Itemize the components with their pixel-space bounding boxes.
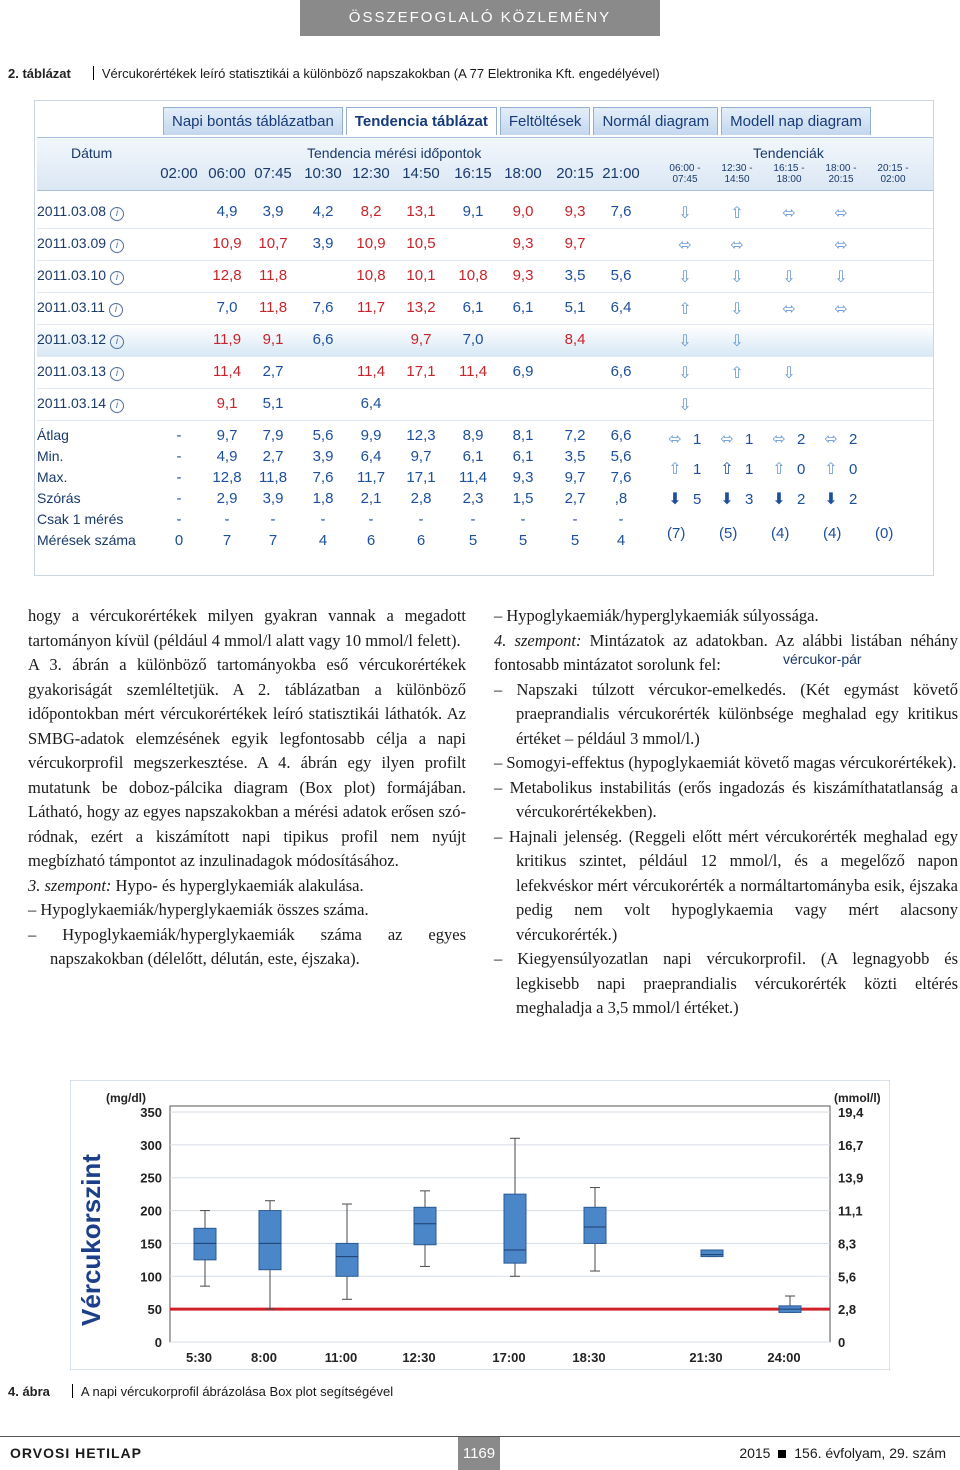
- page-number: 1169: [458, 1437, 500, 1470]
- arrow-down-icon: ⇩: [678, 205, 692, 222]
- arrow-both-icon: ⬄: [730, 237, 744, 254]
- stat-value: 2,7: [262, 448, 284, 465]
- glucose-value: 9,1: [462, 203, 484, 220]
- stat-value: 9,7: [410, 448, 432, 465]
- stat-value: 7: [222, 532, 232, 549]
- x-tick-label: 24:00: [767, 1350, 801, 1365]
- glucose-value: 9,1: [216, 395, 238, 412]
- trend-col-header: 12:30 - 14:50: [721, 163, 753, 185]
- glucose-value: 9,7: [410, 331, 432, 348]
- tab-2[interactable]: Tendencia táblázat: [346, 107, 497, 135]
- tab-4[interactable]: Normál diagram: [593, 107, 718, 135]
- stat-label: Szórás: [37, 490, 81, 506]
- y-tick-right: 8,3: [838, 1236, 857, 1252]
- arrow-down-icon: ⇩: [730, 269, 744, 286]
- arrow-up-icon: ⇧: [668, 461, 682, 478]
- glucose-value: 9,1: [262, 331, 284, 348]
- time-header: 07:45: [254, 165, 292, 182]
- stat-value: 11,4: [458, 469, 488, 486]
- stat-value: -: [176, 511, 182, 528]
- row-date: [37, 203, 124, 221]
- time-header: 21:00: [602, 165, 640, 182]
- glucose-value: 6,1: [512, 299, 534, 316]
- arrow-up-icon: ⇧: [730, 205, 744, 222]
- trend-col-header: 20:15 - 02:00: [877, 163, 909, 185]
- box: [194, 1228, 216, 1260]
- trend-count-total: (4): [771, 525, 790, 542]
- table-caption-label: 2. táblázat: [8, 66, 71, 81]
- left-paragraph: 3. szempont: Hypo- és hyperglykaemiák alakulása.: [28, 875, 364, 895]
- box: [504, 1194, 526, 1263]
- right-paragraph: – Somogyi-effektus (hypoglykaemiát követő magas vércukorértékek).: [494, 753, 957, 772]
- y-tick-left: 50: [147, 1302, 162, 1318]
- stat-label: Max.: [37, 469, 68, 485]
- date-header: Dátum: [71, 145, 113, 161]
- stat-value: 9,7: [216, 427, 238, 444]
- x-tick-label: 11:00: [324, 1350, 358, 1365]
- glucose-value: 6,1: [462, 299, 484, 316]
- tab-3[interactable]: Feltöltések: [500, 107, 591, 135]
- issue-info: [739, 1445, 946, 1461]
- stat-value: 6: [366, 532, 376, 549]
- x-tick-label: 5:30: [185, 1350, 213, 1365]
- glucose-value: 3,9: [312, 235, 334, 252]
- right-paragraph: – Kiegyensúlyozatlan napi vércukorprofil. (A legnagyobb és legkisebb napi praeprandialis vércukorérték közti eltérés meghaladja a 3,5 mmol/l értéket.): [494, 949, 958, 1017]
- arrow-both-icon: ⬄: [668, 431, 682, 448]
- box: [584, 1207, 606, 1243]
- box: [259, 1211, 281, 1270]
- stat-value: 4: [318, 532, 328, 549]
- glucose-value: 5,6: [610, 267, 632, 284]
- trend-count-down: 2: [797, 491, 806, 508]
- stat-value: 0: [174, 532, 184, 549]
- glucose-value: 9,7: [564, 235, 586, 252]
- y-tick-left: 300: [140, 1137, 162, 1153]
- trend-count-total: (7): [667, 525, 686, 542]
- y-tick-right: 13,9: [838, 1170, 864, 1186]
- glucose-value: 6,6: [610, 363, 632, 380]
- stat-value: 3,9: [262, 490, 284, 507]
- pair-label: vércukor-pár: [783, 651, 862, 667]
- glucose-value: 17,1: [406, 363, 436, 380]
- row-date: [37, 363, 124, 381]
- stat-value: 6,1: [462, 448, 484, 465]
- date-text: 2011.03.14: [37, 395, 107, 411]
- arrow-down-icon: ⇩: [730, 333, 744, 350]
- stat-value: 9,3: [512, 469, 534, 486]
- y-tick-left: 0: [154, 1335, 162, 1350]
- glucose-value: 11,8: [258, 299, 288, 316]
- date-text: 2011.03.12: [37, 331, 107, 347]
- right-paragraph: 4. szempont: Mintázatok az adatokban. Az alábbi listában néhány fontosabb mintázatot sorolunk fel:: [494, 630, 958, 674]
- time-header: 16:15: [454, 165, 492, 182]
- arrow-up-icon: ⇧: [730, 365, 744, 382]
- time-header: 14:50: [402, 165, 440, 182]
- trend-count-stable: 2: [797, 431, 806, 448]
- row-date: [37, 331, 124, 349]
- row-date: [37, 395, 124, 413]
- glucose-value: 7,0: [216, 299, 238, 316]
- stat-value: 12,3: [406, 427, 436, 444]
- box: [701, 1250, 723, 1257]
- table-row: [37, 293, 933, 325]
- arrow-down-icon: ⬇: [720, 491, 734, 508]
- row-date: [37, 235, 124, 253]
- y-tick-left: 350: [140, 1105, 162, 1120]
- arrow-down-icon: ⇩: [678, 397, 692, 414]
- date-text: 2011.03.09: [37, 235, 107, 251]
- glucose-value: 10,8: [356, 267, 386, 284]
- glucose-value: 8,4: [564, 331, 586, 348]
- date-text: 2011.03.13: [37, 363, 107, 379]
- glucose-value: 10,1: [406, 267, 436, 284]
- measure-header: Tendencia mérési időpontok: [307, 145, 482, 161]
- y-unit-left: (mg/dl): [106, 1091, 146, 1105]
- glucose-value: 13,1: [406, 203, 436, 220]
- glucose-value: 10,7: [258, 235, 288, 252]
- info-icon[interactable]: i: [110, 207, 124, 221]
- stat-value: 2,7: [564, 490, 586, 507]
- stat-value: 1,8: [312, 490, 334, 507]
- info-icon[interactable]: i: [109, 303, 123, 317]
- date-text: 2011.03.11: [37, 299, 105, 315]
- stat-value: 11,7: [356, 469, 386, 486]
- arrow-up-icon: ⇧: [678, 301, 692, 318]
- arrow-both-icon: ⬄: [834, 205, 848, 222]
- stat-value: 9,9: [360, 427, 382, 444]
- row-date: [37, 267, 124, 285]
- stat-value: 4: [616, 532, 626, 549]
- glucose-value: 10,8: [458, 267, 488, 284]
- trend-count-up: 1: [693, 461, 702, 478]
- stat-value: 5,6: [312, 427, 334, 444]
- arrow-down-icon: ⬇: [824, 491, 838, 508]
- glucose-value: 10,9: [356, 235, 386, 252]
- trend-count-up: 0: [797, 461, 806, 478]
- arrow-up-icon: ⇧: [824, 461, 838, 478]
- arrow-both-icon: ⬄: [772, 431, 786, 448]
- glucose-value: 11,7: [356, 299, 386, 316]
- trend-count-stable: 1: [745, 431, 754, 448]
- stat-value: 9,7: [564, 469, 586, 486]
- y-tick-right: 0: [838, 1335, 846, 1350]
- stat-value: -: [418, 511, 424, 528]
- glucose-value: 5,1: [262, 395, 284, 412]
- info-icon[interactable]: i: [110, 335, 124, 349]
- glucose-value: 13,2: [406, 299, 436, 316]
- stat-value: 2,8: [410, 490, 432, 507]
- table-row: [37, 325, 933, 357]
- arrow-both-icon: ⬄: [834, 237, 848, 254]
- arrow-down-icon: ⇩: [834, 269, 848, 286]
- stat-value: -: [176, 448, 182, 465]
- right-paragraph: – Metabolikus instabilitás (erős ingadozás és kiszámíthatatlanság a vércukorértékekben).: [494, 777, 958, 821]
- issue-year: 2015: [739, 1445, 771, 1461]
- time-header: 20:15: [556, 165, 594, 182]
- glucose-value: 6,4: [360, 395, 382, 412]
- stat-value: 3,9: [312, 448, 334, 465]
- glucose-value: 5,1: [564, 299, 586, 316]
- y-unit-right: (mmol/l): [834, 1091, 881, 1105]
- glucose-value: 6,9: [512, 363, 534, 380]
- x-tick-label: 17:00: [492, 1350, 526, 1365]
- stat-value: 12,8: [212, 469, 242, 486]
- table-row: [37, 261, 933, 293]
- box: [414, 1207, 436, 1244]
- arrow-both-icon: ⬄: [782, 205, 796, 222]
- stat-value: 7,6: [312, 469, 334, 486]
- stat-value: -: [176, 490, 182, 507]
- y-tick-left: 150: [140, 1236, 162, 1252]
- arrow-down-icon: ⬇: [772, 491, 786, 508]
- section-title: ÖSSZEFOGLALÓ KÖZLEMÉNY: [348, 9, 612, 26]
- x-tick-label: 12:30: [402, 1350, 436, 1365]
- stat-label: Mérések száma: [37, 532, 136, 548]
- trend-count-stable: 1: [693, 431, 702, 448]
- issue-volume: 156. évfolyam, 29. szám: [794, 1445, 946, 1461]
- glucose-value: 10,9: [212, 235, 242, 252]
- arrow-both-icon: ⬄: [720, 431, 734, 448]
- stat-value: 6,6: [610, 427, 632, 444]
- stat-value: -: [320, 511, 326, 528]
- time-header: 02:00: [160, 165, 198, 182]
- page-footer: [0, 1436, 960, 1470]
- arrow-both-icon: ⬄: [824, 431, 838, 448]
- stat-value: -: [224, 511, 230, 528]
- section-header: [300, 0, 660, 36]
- arrow-down-icon: ⇩: [782, 269, 796, 286]
- stat-value: -: [470, 511, 476, 528]
- date-text: 2011.03.10: [37, 267, 107, 283]
- glucose-value: 9,3: [512, 235, 534, 252]
- stat-value: -: [520, 511, 526, 528]
- stat-value: 7: [268, 532, 278, 549]
- boxplot-figure: [70, 1080, 890, 1370]
- table-row: [37, 357, 933, 389]
- box: [336, 1243, 358, 1276]
- glucose-value: 7,0: [462, 331, 484, 348]
- trend-col-header: 18:00 - 20:15: [825, 163, 857, 185]
- glucose-value: 4,9: [216, 203, 238, 220]
- emphasis: 3. szempont:: [28, 875, 112, 895]
- trend-header: Tendenciák: [753, 145, 824, 161]
- trend-col-header: 16:15 - 18:00: [773, 163, 805, 185]
- stat-value: 7,6: [610, 469, 632, 486]
- stat-value: -: [572, 511, 578, 528]
- left-paragraph: – Hypoglykaemiák/hyperglykaemiák összes száma.: [28, 900, 369, 919]
- stat-value: ,8: [614, 490, 628, 507]
- figure-caption-label: 4. ábra: [8, 1384, 50, 1399]
- stat-value: 4,9: [216, 448, 238, 465]
- trend-count-total: (5): [719, 525, 738, 542]
- trend-count-stable: 2: [849, 431, 858, 448]
- glucose-value: 2,7: [262, 363, 284, 380]
- stat-value: 3,5: [564, 448, 586, 465]
- time-header: 06:00: [208, 165, 246, 182]
- stat-label: Csak 1 mérés: [37, 511, 124, 527]
- info-icon[interactable]: i: [110, 239, 124, 253]
- glucose-value: 11,8: [258, 267, 288, 284]
- stat-label: Átlag: [37, 427, 69, 443]
- glucose-value: 6,4: [610, 299, 632, 316]
- x-tick-label: 8:00: [250, 1350, 278, 1365]
- arrow-down-icon: ⇩: [782, 365, 796, 382]
- y-tick-right: 2,8: [838, 1302, 857, 1318]
- trend-count-total: (0): [875, 525, 894, 542]
- stat-value: 2,3: [462, 490, 484, 507]
- arrow-up-icon: ⇧: [772, 461, 786, 478]
- glucose-value: 6,6: [312, 331, 334, 348]
- arrow-down-icon: ⇩: [730, 301, 744, 318]
- y-tick-left: 250: [140, 1170, 162, 1186]
- stat-value: 2,9: [216, 490, 238, 507]
- stat-value: 7,2: [564, 427, 586, 444]
- y-tick-right: 5,6: [838, 1269, 857, 1285]
- stat-value: 6,4: [360, 448, 382, 465]
- time-header: 10:30: [304, 165, 342, 182]
- glucose-value: 10,5: [406, 235, 436, 252]
- stat-value: 2,1: [360, 490, 382, 507]
- table-row: [37, 389, 933, 421]
- date-text: 2011.03.08: [37, 203, 107, 219]
- right-paragraph: – Napszaki túlzott vércukor-emelkedés. (Két egymást követő praeprandialis vércukorérték különbsége meghalad egy kritikus értéket – például 3 mmol/l.): [494, 679, 958, 748]
- trend-count-down: 3: [745, 491, 754, 508]
- stat-value: -: [176, 469, 182, 486]
- trend-count-down: 2: [849, 491, 858, 508]
- time-header: 18:00: [504, 165, 542, 182]
- stat-value: 6,1: [512, 448, 534, 465]
- left-paragraph: – Hypoglykaemiák/hyperglykaemiák száma az egyes napszakokban (délelőtt, délután, este, éjszaka).: [28, 924, 466, 968]
- stat-value: 7,9: [262, 427, 284, 444]
- glucose-value: 7,6: [312, 299, 334, 316]
- trend-count-up: 0: [849, 461, 858, 478]
- arrow-both-icon: ⬄: [782, 301, 796, 318]
- y-tick-right: 19,4: [838, 1105, 864, 1120]
- info-icon[interactable]: i: [110, 399, 124, 413]
- trend-col-header: 06:00 - 07:45: [669, 163, 701, 185]
- figure-caption: [8, 1384, 393, 1399]
- arrow-both-icon: ⬄: [678, 237, 692, 254]
- glucose-value: 3,9: [262, 203, 284, 220]
- arrow-down-icon: ⬇: [668, 491, 682, 508]
- stat-value: 8,9: [462, 427, 484, 444]
- glucose-value: 11,9: [212, 331, 242, 348]
- arrow-both-icon: ⬄: [834, 301, 848, 318]
- stat-value: 17,1: [406, 469, 436, 486]
- stat-value: 5,6: [610, 448, 632, 465]
- x-tick-label: 18:30: [572, 1350, 606, 1365]
- y-axis-label: Vércukorszint: [76, 1154, 106, 1326]
- arrow-down-icon: ⇩: [678, 333, 692, 350]
- glucose-value: 7,6: [610, 203, 632, 220]
- stat-value: -: [368, 511, 374, 528]
- tab-5[interactable]: Modell nap diagram: [721, 107, 871, 135]
- y-tick-right: 11,1: [838, 1203, 863, 1219]
- info-icon[interactable]: i: [110, 271, 124, 285]
- figure-caption-text: A napi vércukorprofil ábrázolása Box plot segítségével: [80, 1384, 394, 1399]
- stat-value: -: [270, 511, 276, 528]
- trend-count-up: 1: [745, 461, 754, 478]
- table-row: [37, 229, 933, 261]
- stat-value: 8,1: [512, 427, 534, 444]
- trend-count-total: (4): [823, 525, 842, 542]
- info-icon[interactable]: i: [110, 367, 124, 381]
- right-paragraph: – Hajnali jelenség. (Reggeli előtt mért vércukorérték meghalad egy kritikus szintet, például 12 mmol/l, és a megelőző napon lefekvéskor mért vércukorérték a normáltartományba esik, éjszaka pedig nem volt hypoglykaemia vagy mért alacsony vércukorérték.): [494, 826, 958, 944]
- y-tick-left: 100: [140, 1269, 162, 1285]
- arrow-up-icon: ⇧: [720, 461, 734, 478]
- glucose-value: 9,3: [512, 267, 534, 284]
- stat-value: 1,5: [512, 490, 534, 507]
- y-tick-left: 200: [140, 1203, 162, 1219]
- journal-name: ORVOSI HETILAP: [10, 1445, 142, 1461]
- table-caption-text: Vércukorértékek leíró statisztikái a különböző napszakokban (A 77 Elektronika Kft. engedélyével): [101, 66, 660, 81]
- glucose-value: 11,4: [458, 363, 488, 380]
- glucose-value: 9,3: [564, 203, 586, 220]
- stat-label: Min.: [37, 448, 64, 464]
- table-row: [37, 197, 933, 229]
- stat-value: 5: [570, 532, 580, 549]
- stat-value: -: [176, 427, 182, 444]
- glucose-value: 3,5: [564, 267, 586, 284]
- glucose-value: 9,0: [512, 203, 534, 220]
- text-column-left: [28, 604, 466, 972]
- emphasis: 4. szempont:: [494, 630, 582, 650]
- arrow-down-icon: ⇩: [678, 269, 692, 286]
- tab-bar: [163, 107, 874, 135]
- right-paragraph: – Hypoglykaemiák/hyperglykaemiák súlyossága.: [494, 606, 819, 625]
- arrow-down-icon: ⇩: [678, 365, 692, 382]
- row-date: [37, 299, 123, 317]
- text-column-right: [494, 604, 958, 1021]
- glucose-value: 4,2: [312, 203, 334, 220]
- left-paragraph: hogy a vércukorértékek milyen gyakran vannak a megadott tartományon kívül (például 4 mmol/l alatt vagy 10 mmol/l felett).: [28, 606, 466, 650]
- stat-value: -: [618, 511, 624, 528]
- stat-value: 5: [468, 532, 478, 549]
- y-tick-right: 16,7: [838, 1137, 864, 1153]
- glucose-value: 12,8: [212, 267, 242, 284]
- glucose-value: 11,4: [356, 363, 386, 380]
- x-tick-label: 21:30: [689, 1350, 723, 1365]
- glucose-value: 8,2: [360, 203, 382, 220]
- tab-1[interactable]: Napi bontás táblázatban: [163, 107, 343, 135]
- left-paragraph: A 3. ábrán a különböző tartományokba eső vércukorértékek gyakoriságát szemléltetjük. A 2. táblázatban a különböző időpontokban mért vércukorértékek leíró statisztikái láthatók. Az SMBG-adatok elemzésének egyik legfontosabb célja a napi vércukorprofil megszerkesztése. A 4. ábrán egy ilyen profilt mutatunk be doboz-pálcika diagram (Box plot) formájában. Látható, hogy az egyes napszakokban a mérési adatok erősen szóródnak, ezért a kiszámított napi tipikus profil nem nyújt megbízható támpontot az inzulinadagok módosításához.: [28, 655, 466, 870]
- table-caption: [8, 66, 660, 81]
- glucose-value: 11,4: [212, 363, 242, 380]
- time-header: 12:30: [352, 165, 390, 182]
- stat-value: 5: [518, 532, 528, 549]
- trend-count-down: 5: [693, 491, 702, 508]
- stat-value: 6: [416, 532, 426, 549]
- stat-value: 11,8: [258, 469, 288, 486]
